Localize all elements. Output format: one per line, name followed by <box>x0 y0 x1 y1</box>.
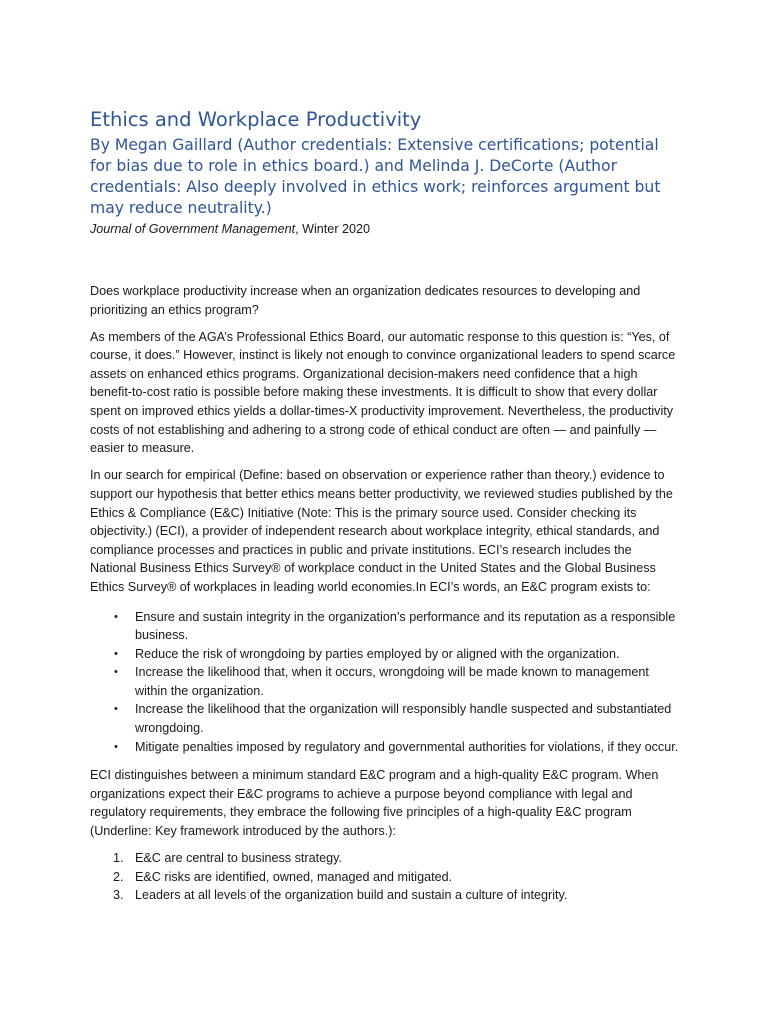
list-item-number: 3. <box>113 888 124 903</box>
list-item-text: Mitigate penalties imposed by regulatory and governmental authorities for violations, if they occur. <box>135 739 679 754</box>
list-item <box>113 886 680 905</box>
document-byline: By Megan Gaillard (Author credentials: Extensive certifications; potential for bias due to role in ethics board.) and Melinda J. DeCorte (Author credentials: Also deeply involved in ethics work; reinforces argument but may reduce neutrality.) <box>90 136 661 217</box>
list-item <box>114 645 680 664</box>
document-title: Ethics and Workplace Productivity <box>90 108 422 131</box>
list-item-text: E&C are central to business strategy. <box>135 851 342 866</box>
list-item <box>114 738 680 757</box>
list-item-text: E&C risks are identified, owned, managed and mitigated. <box>135 869 453 884</box>
bullet-icon: • <box>114 647 118 660</box>
paragraph-ethics-board: As members of the AGA’s Professional Ethics Board, our automatic response to this question is: “Yes, of course, it does.” However, instinct is likely not enough to convince organizational leaders to spend scarce assets on enhanced ethics programs. Organizational decision-makers need confidence that a high benefit-to-cost ratio is possible before making these investments. It is difficult to show that every dollar spent on improved ethics yields a dollar-times-X productivity improvement. Nevertheless, the productivity costs of not establishing and adhering to a strong code of ethical conduct are often — and painfully — easier to measure. <box>90 329 676 456</box>
principles-list <box>90 849 680 905</box>
journal-name: Journal of Government Management <box>90 222 296 236</box>
list-item <box>113 868 680 887</box>
list-item-text: Increase the likelihood that the organization will responsibly handle suspected and substantiated wrongdoing. <box>135 702 672 736</box>
paragraph-empirical-evidence: In our search for empirical (Define: based on observation or experience rather than theory.) evidence to support our hypothesis that better ethics means better productivity, we reviewed studies published by the Ethics & Compliance (E&C) Initiative (Note: This is the primary source used. Consider checking its objectivity.) (ECI), a provider of independent research about workplace integrity, ethical standards, and compliance processes and practices in public and private institutions. ECI’s research includes the National Business Ethics Survey® of workplace conduct in the United States and the Global Business Ethics Survey® of workplaces in leading world economies.In ECI’s words, an E&C program exists to: <box>90 468 673 594</box>
list-item <box>114 663 680 700</box>
bullet-icon: • <box>114 610 118 623</box>
journal-citation <box>90 220 680 238</box>
journal-issue: , Winter 2020 <box>295 222 371 236</box>
bullet-icon: • <box>114 666 118 679</box>
ec-program-purposes-list <box>90 608 680 757</box>
list-item-text: Leaders at all levels of the organization build and sustain a culture of integrity. <box>135 888 568 903</box>
list-item-number: 1. <box>113 851 124 866</box>
document-page <box>90 106 680 915</box>
list-item <box>114 700 680 737</box>
list-item <box>113 849 680 868</box>
bullet-icon: • <box>114 703 118 716</box>
list-item-text: Reduce the risk of wrongdoing by parties employed by or aligned with the organization. <box>135 646 620 661</box>
list-item-text: Increase the likelihood that, when it occurs, wrongdoing will be made known to management within the organization. <box>135 665 649 698</box>
list-item-number: 2. <box>113 869 124 884</box>
list-item <box>114 608 680 645</box>
paragraph-intro-question: Does workplace productivity increase when an organization dedicates resources to developing and prioritizing an ethics program? <box>90 284 641 317</box>
list-item-text: Ensure and sustain integrity in the organization’s performance and its reputation as a responsible business. <box>135 609 676 643</box>
bullet-icon: • <box>114 740 118 753</box>
paragraph-high-quality-program: ECI distinguishes between a minimum standard E&C program and a high-quality E&C program. When organizations expect their E&C programs to achieve a purpose beyond compliance with legal and regulatory requirements, they embrace the following five principles of a high-quality E&C program (Underline: Key framework introduced by the authors.): <box>90 768 659 839</box>
